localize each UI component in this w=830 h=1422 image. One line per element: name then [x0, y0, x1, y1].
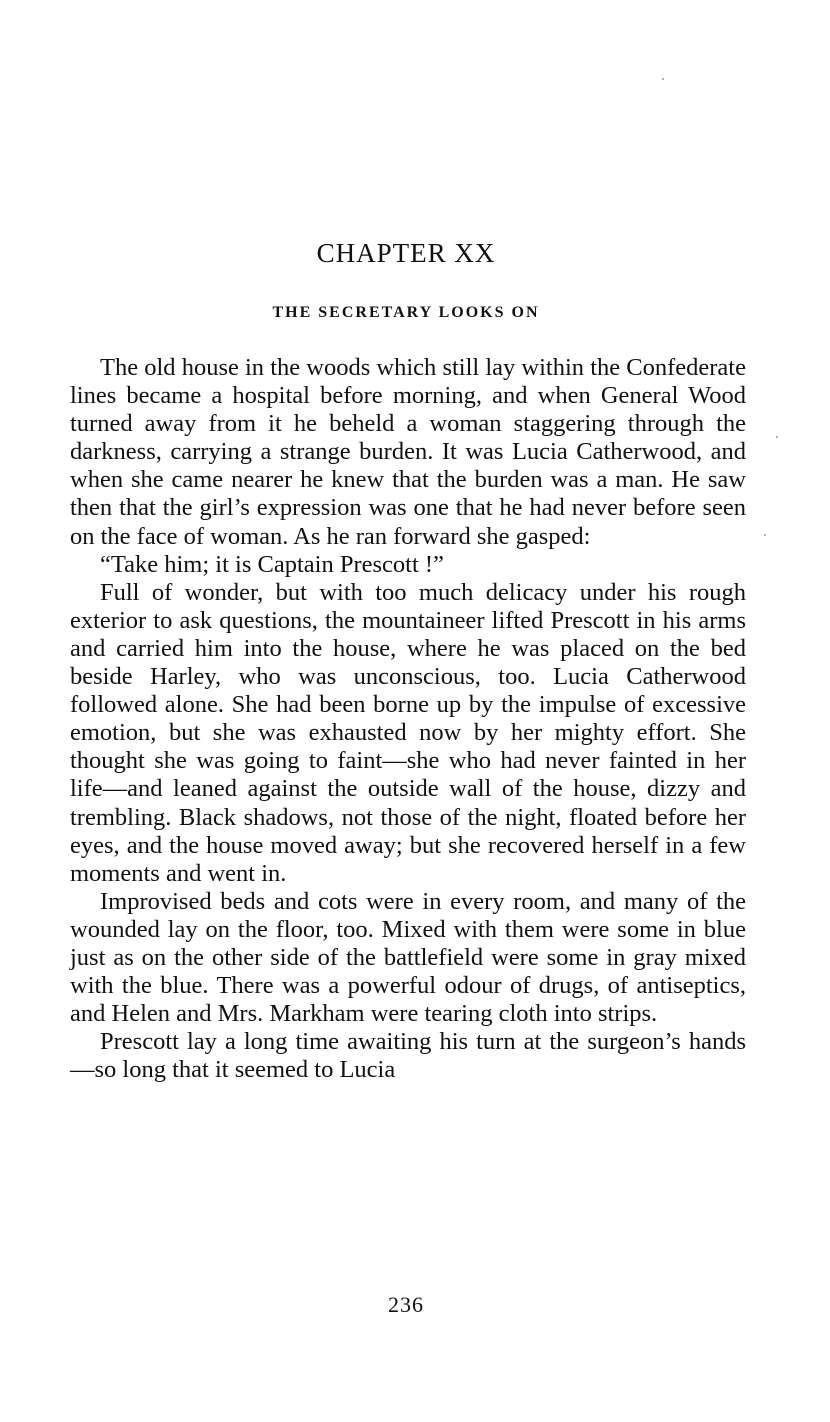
paper-speck [776, 436, 778, 438]
chapter-subtitle: THE SECRETARY LOOKS ON [272, 304, 540, 321]
paragraph: The old house in the woods which still lay within the Confederate lines became a hospital before morning, and when General Wood turned away from it he beheld a woman staggering through the darkness, carrying a strange burden. It was Lucia Catherwood, and when she came nearer he knew that the burden was a man. He saw then that the girl’s expression was one that he had never before seen on the face of woman. As he ran forward she gasped: [70, 354, 746, 550]
chapter-body [70, 354, 746, 1084]
page-number: 236 [388, 1292, 424, 1317]
paper-speck [764, 534, 766, 536]
chapter-title: CHAPTER XX [316, 238, 496, 268]
paragraph: Prescott lay a long time awaiting his turn at the surgeon’s hands—so long that it seemed to Lucia [70, 1028, 746, 1084]
paragraph: “Take him; it is Captain Prescott !” [100, 550, 444, 578]
paragraph: Improvised beds and cots were in every room, and many of the wounded lay on the floor, too. Mixed with them were some in blue just as on the other side of the battlefield were some in gray mixed with the blue. There was a powerful odour of drugs, of antiseptics, and Helen and Mrs. Markham were tearing cloth into strips. [70, 887, 746, 1028]
paper-speck [662, 78, 664, 80]
paragraph: Full of wonder, but with too much delicacy under his rough exterior to ask questions, the mountaineer lifted Prescott in his arms and carried him into the house, where he was placed on the bed beside Harley, who was unconscious, too. Lucia Catherwood followed alone. She had been borne up by the impulse of excessive emotion, but she was exhausted now by her mighty effort. She thought she was going to faint—she who had never fainted in her life—and leaned against the outside wall of the house, dizzy and trembling. Black shadows, not those of the night, floated before her eyes, and the house moved away; but she recovered herself in a few moments and went in. [70, 578, 746, 887]
